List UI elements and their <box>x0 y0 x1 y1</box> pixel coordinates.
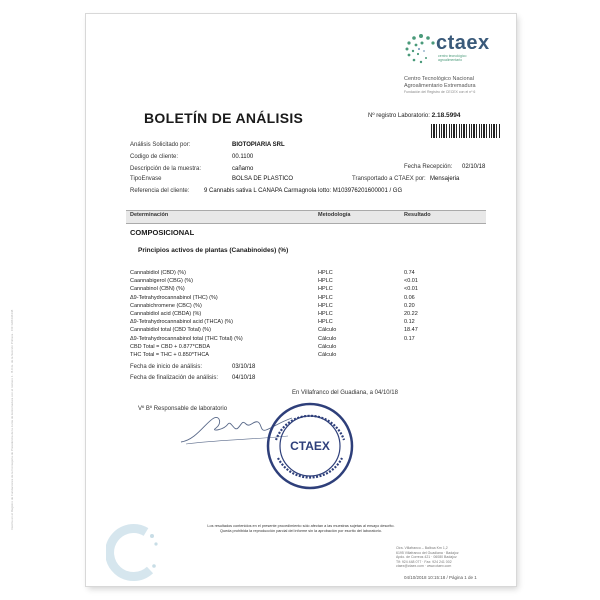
result-row <box>86 286 516 294</box>
result-row <box>86 352 516 360</box>
footer-disclaimer <box>181 524 421 534</box>
result-method: HPLC <box>318 278 333 285</box>
result-name: Cannabichromene (CBC) (%) <box>130 302 202 309</box>
col-metodologia: Metodología <box>318 212 351 218</box>
subsection-title: Principios activos de plantas (Canabinoides) (%) <box>138 247 289 254</box>
result-row <box>86 295 516 303</box>
col-determinacion: Determinación <box>130 212 169 218</box>
result-row <box>86 344 516 352</box>
result-value: <0.01 <box>404 278 418 285</box>
result-method: Cálculo <box>318 352 337 358</box>
fin-label: Fecha de finalización de análisis: <box>130 375 219 381</box>
side-legal-text: Inscrita en el Registro de Fundaciones de la Consejería de Presidencia de la Junta de Extremadura con el número 1 · B.O.E. de la Sección Primera · CIF G06436448 <box>10 309 14 530</box>
transportado-value: Mensajeria <box>430 176 460 182</box>
tipo-label: TipoEnvase <box>130 176 162 182</box>
footer-logo-icon <box>106 522 166 582</box>
result-value: <0.01 <box>404 286 418 293</box>
result-value: 0.12 <box>404 319 415 326</box>
address-line-5: ctaex@ctaex.com · www.ctaex.com <box>396 564 452 568</box>
brand-name: ctaex <box>436 32 490 54</box>
address-line-4: Tlf: 924 448 077 · Fax: 924 241 002 <box>396 559 452 564</box>
org-line-3: Fundación del Registro de CECEX con el nº 6 <box>404 90 476 94</box>
result-row <box>86 319 516 327</box>
page-title: BOLETÍN DE ANÁLISIS <box>144 110 304 126</box>
result-method: HPLC <box>318 319 333 326</box>
address-line-2: 6195 Villafranco del Guadiana · Badajoz <box>396 550 459 555</box>
barcode <box>431 124 501 138</box>
org-line-2: Agroalimentario Extremadura <box>404 82 476 89</box>
result-name: THC Total = THC + 0.850*THCA <box>130 352 209 358</box>
referencia-value: 9 Cannabis sativa L CANAPA Carmagnola lotto: M103976201600001 / GG <box>204 188 403 194</box>
address-line-3: Apdo. de Correos 421 · 06080 Badajoz <box>396 555 457 559</box>
fin-value: 04/10/18 <box>232 375 256 381</box>
result-row <box>86 270 516 278</box>
descripcion-label: Descripción de la muestra: <box>130 166 202 172</box>
result-method: Cálculo <box>318 327 337 334</box>
org-line-1: Centro Tecnológico Nacional <box>404 76 474 82</box>
registro-label: Nº registro Laboratorio: <box>368 113 430 119</box>
address <box>396 546 459 569</box>
result-method: Cálculo <box>318 343 337 350</box>
registro <box>368 112 460 119</box>
org-info <box>404 76 476 96</box>
result-name: Cannabidiol acid (CBDA) (%) <box>130 311 202 317</box>
table-header-bar <box>126 210 486 224</box>
result-name: Cannabidiol (CBD) (%) <box>130 270 186 276</box>
result-name: Cannabinol (CBN) (%) <box>130 286 185 293</box>
responsable-label: Vº Bº Responsable de laboratorio <box>138 406 228 412</box>
result-value: 18.47 <box>404 327 418 334</box>
descripcion-value: cañamo <box>232 166 254 172</box>
section-title: COMPOSICIONAL <box>130 228 195 237</box>
inicio-label: Fecha de inicio de análisis: <box>130 364 203 370</box>
result-method: HPLC <box>318 294 333 301</box>
result-row <box>86 303 516 311</box>
result-row <box>86 278 516 286</box>
result-name: Δ9-Tetrahydrocannabinol (THC) (%) <box>130 294 218 301</box>
page-info: 04/10/2018 10:15:18 / Página 1 de 1 <box>404 575 477 580</box>
brand-tagline: centro tecnológico agroalimentario <box>438 54 467 62</box>
solicitado-value: BIOTOPIARIA SRL <box>232 142 285 148</box>
result-value: 0.20 <box>404 302 415 309</box>
codigo-value: 00.1100 <box>232 154 254 160</box>
result-row <box>86 336 516 344</box>
result-name: Δ9-Tetrahydrocannabinol total (THC Total) (%) <box>130 335 243 342</box>
result-value: 0.17 <box>404 335 415 342</box>
result-row <box>86 311 516 319</box>
report-sheet <box>86 14 516 586</box>
result-method: HPLC <box>318 311 333 317</box>
official-stamp <box>264 400 356 492</box>
result-name: CBD Total = CBD + 0.877*CBDA <box>130 343 210 350</box>
solicitado-label: Análisis Solicitado por: <box>130 142 191 148</box>
ctaex-logo-icon <box>404 32 438 66</box>
result-method: HPLC <box>318 270 333 276</box>
inicio-value: 03/10/18 <box>232 364 256 370</box>
result-method: HPLC <box>318 286 333 293</box>
fecha-recepcion-value: 02/10/18 <box>462 164 486 170</box>
registro-value: 2.18.5994 <box>431 112 461 119</box>
address-line-1: Ctra. Villafranco – Balboa Km 1,2 <box>396 546 448 550</box>
codigo-label: Codigo de cliente: <box>130 154 179 160</box>
transportado-label: Transportado a CTAEX por: <box>352 176 426 182</box>
result-value: 20.22 <box>404 311 418 317</box>
result-value: 0.74 <box>404 270 415 276</box>
result-name: Cannabidiol total (CBD Total) (%) <box>130 327 211 334</box>
col-resultado: Resultado <box>404 212 431 218</box>
stamp-text: CTAEX <box>290 439 330 453</box>
result-method: HPLC <box>318 302 333 309</box>
footer-line-2: Queda prohibida la reproducción parcial del informe sin la aprobación por escrito del laboratorio. <box>220 529 382 533</box>
referencia-label: Referencia del cliente: <box>130 188 190 194</box>
footer-line-1: Los resultados contenidos en el presente procedimiento sólo afectan a las muestras sujetas al ensayo descrito. <box>207 524 395 528</box>
result-value: 0.06 <box>404 294 415 301</box>
fecha-recepcion-label: Fecha Recepción: <box>404 164 453 170</box>
result-name: Caannabigerol (CBG) (%) <box>130 278 193 285</box>
result-name: Δ9-Tetrahydrocannabinol acid (THCA) (%) <box>130 319 234 326</box>
place-date: En Villafranco del Guadiana, a 04/10/18 <box>292 390 398 396</box>
result-method: Cálculo <box>318 335 337 342</box>
tipo-value: BOLSA DE PLASTICO <box>232 176 294 182</box>
result-row <box>86 327 516 335</box>
